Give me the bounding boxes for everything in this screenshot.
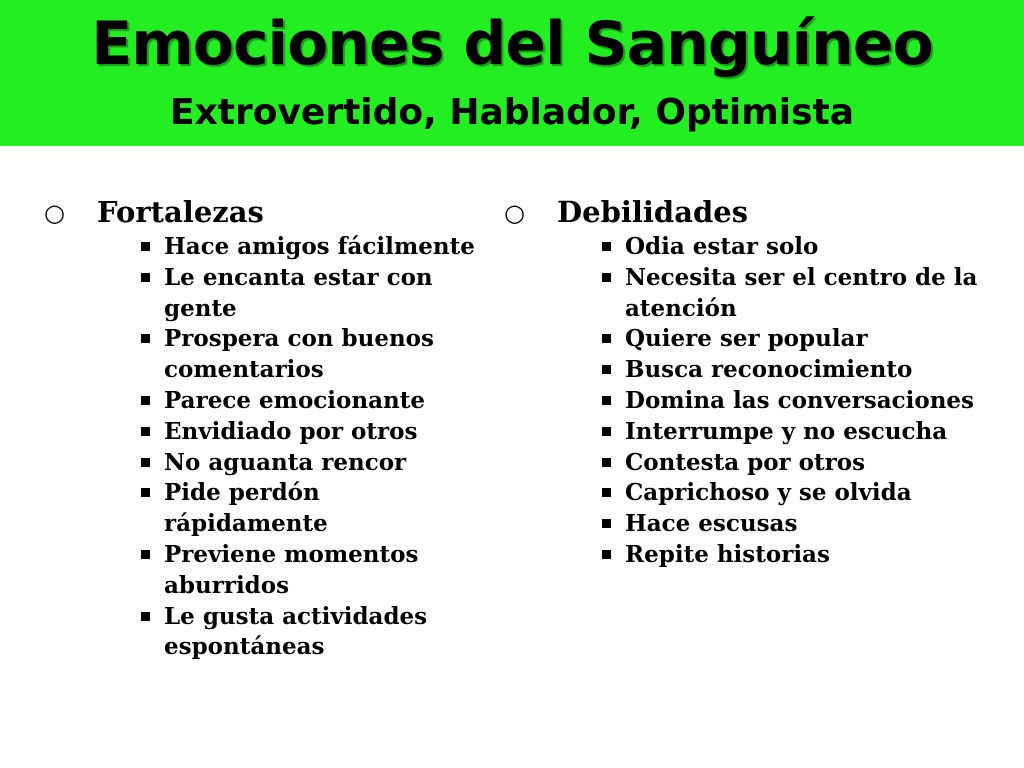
list-item bbox=[44, 448, 484, 479]
square-bullet-icon bbox=[602, 488, 611, 497]
square-bullet-icon bbox=[602, 519, 611, 528]
slide-subtitle: Extrovertido, Hablador, Optimista bbox=[169, 92, 855, 133]
square-bullet-icon bbox=[602, 273, 611, 282]
list-item-text: Envidiado por otros bbox=[164, 417, 418, 445]
weaknesses-list bbox=[504, 232, 1004, 571]
square-bullet-icon bbox=[141, 458, 150, 467]
square-bullet-icon bbox=[602, 334, 611, 343]
list-item bbox=[504, 417, 1000, 448]
square-bullet-icon bbox=[602, 458, 611, 467]
list-item-text: Necesita ser el centro de la atención bbox=[625, 263, 978, 322]
list-item bbox=[504, 386, 1000, 417]
list-item-text: Previene momentos aburridos bbox=[164, 540, 419, 599]
strengths-heading-row bbox=[44, 192, 484, 232]
weaknesses-heading: Debilidades bbox=[557, 195, 749, 229]
strengths-column bbox=[44, 192, 484, 663]
square-bullet-icon bbox=[141, 612, 150, 621]
list-item-text: Interrumpe y no escucha bbox=[625, 417, 948, 445]
square-bullet-icon bbox=[141, 242, 150, 251]
list-item bbox=[44, 386, 484, 417]
weaknesses-column bbox=[504, 192, 1004, 571]
list-item-text: Pide perdón rápidamente bbox=[164, 479, 328, 538]
list-item bbox=[44, 478, 484, 540]
list-item-text: No aguanta rencor bbox=[164, 448, 407, 476]
list-item-text: Caprichoso y se olvida bbox=[625, 479, 912, 507]
list-item-text: Le encanta estar con gente bbox=[164, 263, 433, 322]
list-item bbox=[44, 263, 484, 325]
title-banner bbox=[0, 0, 1024, 146]
list-item-text: Quiere ser popular bbox=[625, 325, 868, 353]
list-item bbox=[44, 232, 484, 263]
square-bullet-icon bbox=[141, 488, 150, 497]
list-item bbox=[504, 509, 1000, 540]
circle-bullet-icon: ○ bbox=[44, 199, 65, 227]
square-bullet-icon bbox=[141, 427, 150, 436]
circle-bullet-icon: ○ bbox=[504, 199, 525, 227]
list-item bbox=[504, 263, 1000, 325]
list-item bbox=[504, 232, 1000, 263]
square-bullet-icon bbox=[602, 427, 611, 436]
list-item bbox=[44, 417, 484, 448]
list-item-text: Hace amigos fácilmente bbox=[164, 233, 475, 260]
list-item-text: Hace escusas bbox=[625, 510, 798, 538]
weaknesses-heading-row bbox=[504, 192, 1004, 232]
square-bullet-icon bbox=[602, 242, 611, 251]
list-item bbox=[504, 478, 1000, 509]
square-bullet-icon bbox=[141, 396, 150, 405]
slide-title: Emociones del Sanguíneo bbox=[91, 9, 933, 79]
list-item-text: Odia estar solo bbox=[625, 233, 819, 260]
list-item bbox=[44, 540, 484, 602]
square-bullet-icon bbox=[602, 550, 611, 559]
strengths-list bbox=[44, 232, 484, 663]
list-item-text: Prospera con buenos comentarios bbox=[164, 325, 434, 384]
square-bullet-icon bbox=[602, 365, 611, 374]
strengths-heading: Fortalezas bbox=[97, 195, 264, 229]
list-item-text: Busca reconocimiento bbox=[625, 356, 913, 384]
list-item bbox=[504, 448, 1000, 479]
list-item bbox=[504, 324, 1000, 355]
list-item bbox=[504, 355, 1000, 386]
list-item bbox=[504, 540, 1000, 571]
square-bullet-icon bbox=[141, 334, 150, 343]
square-bullet-icon bbox=[141, 550, 150, 559]
list-item-text: Repite historias bbox=[625, 540, 830, 568]
list-item bbox=[44, 602, 484, 664]
square-bullet-icon bbox=[602, 396, 611, 405]
list-item-text: Le gusta actividades espontáneas bbox=[164, 602, 428, 661]
list-item bbox=[44, 324, 484, 386]
list-item-text: Parece emocionante bbox=[164, 386, 425, 414]
square-bullet-icon bbox=[141, 273, 150, 282]
list-item-text: Domina las conversaciones bbox=[625, 386, 975, 414]
list-item-text: Contesta por otros bbox=[625, 448, 866, 476]
